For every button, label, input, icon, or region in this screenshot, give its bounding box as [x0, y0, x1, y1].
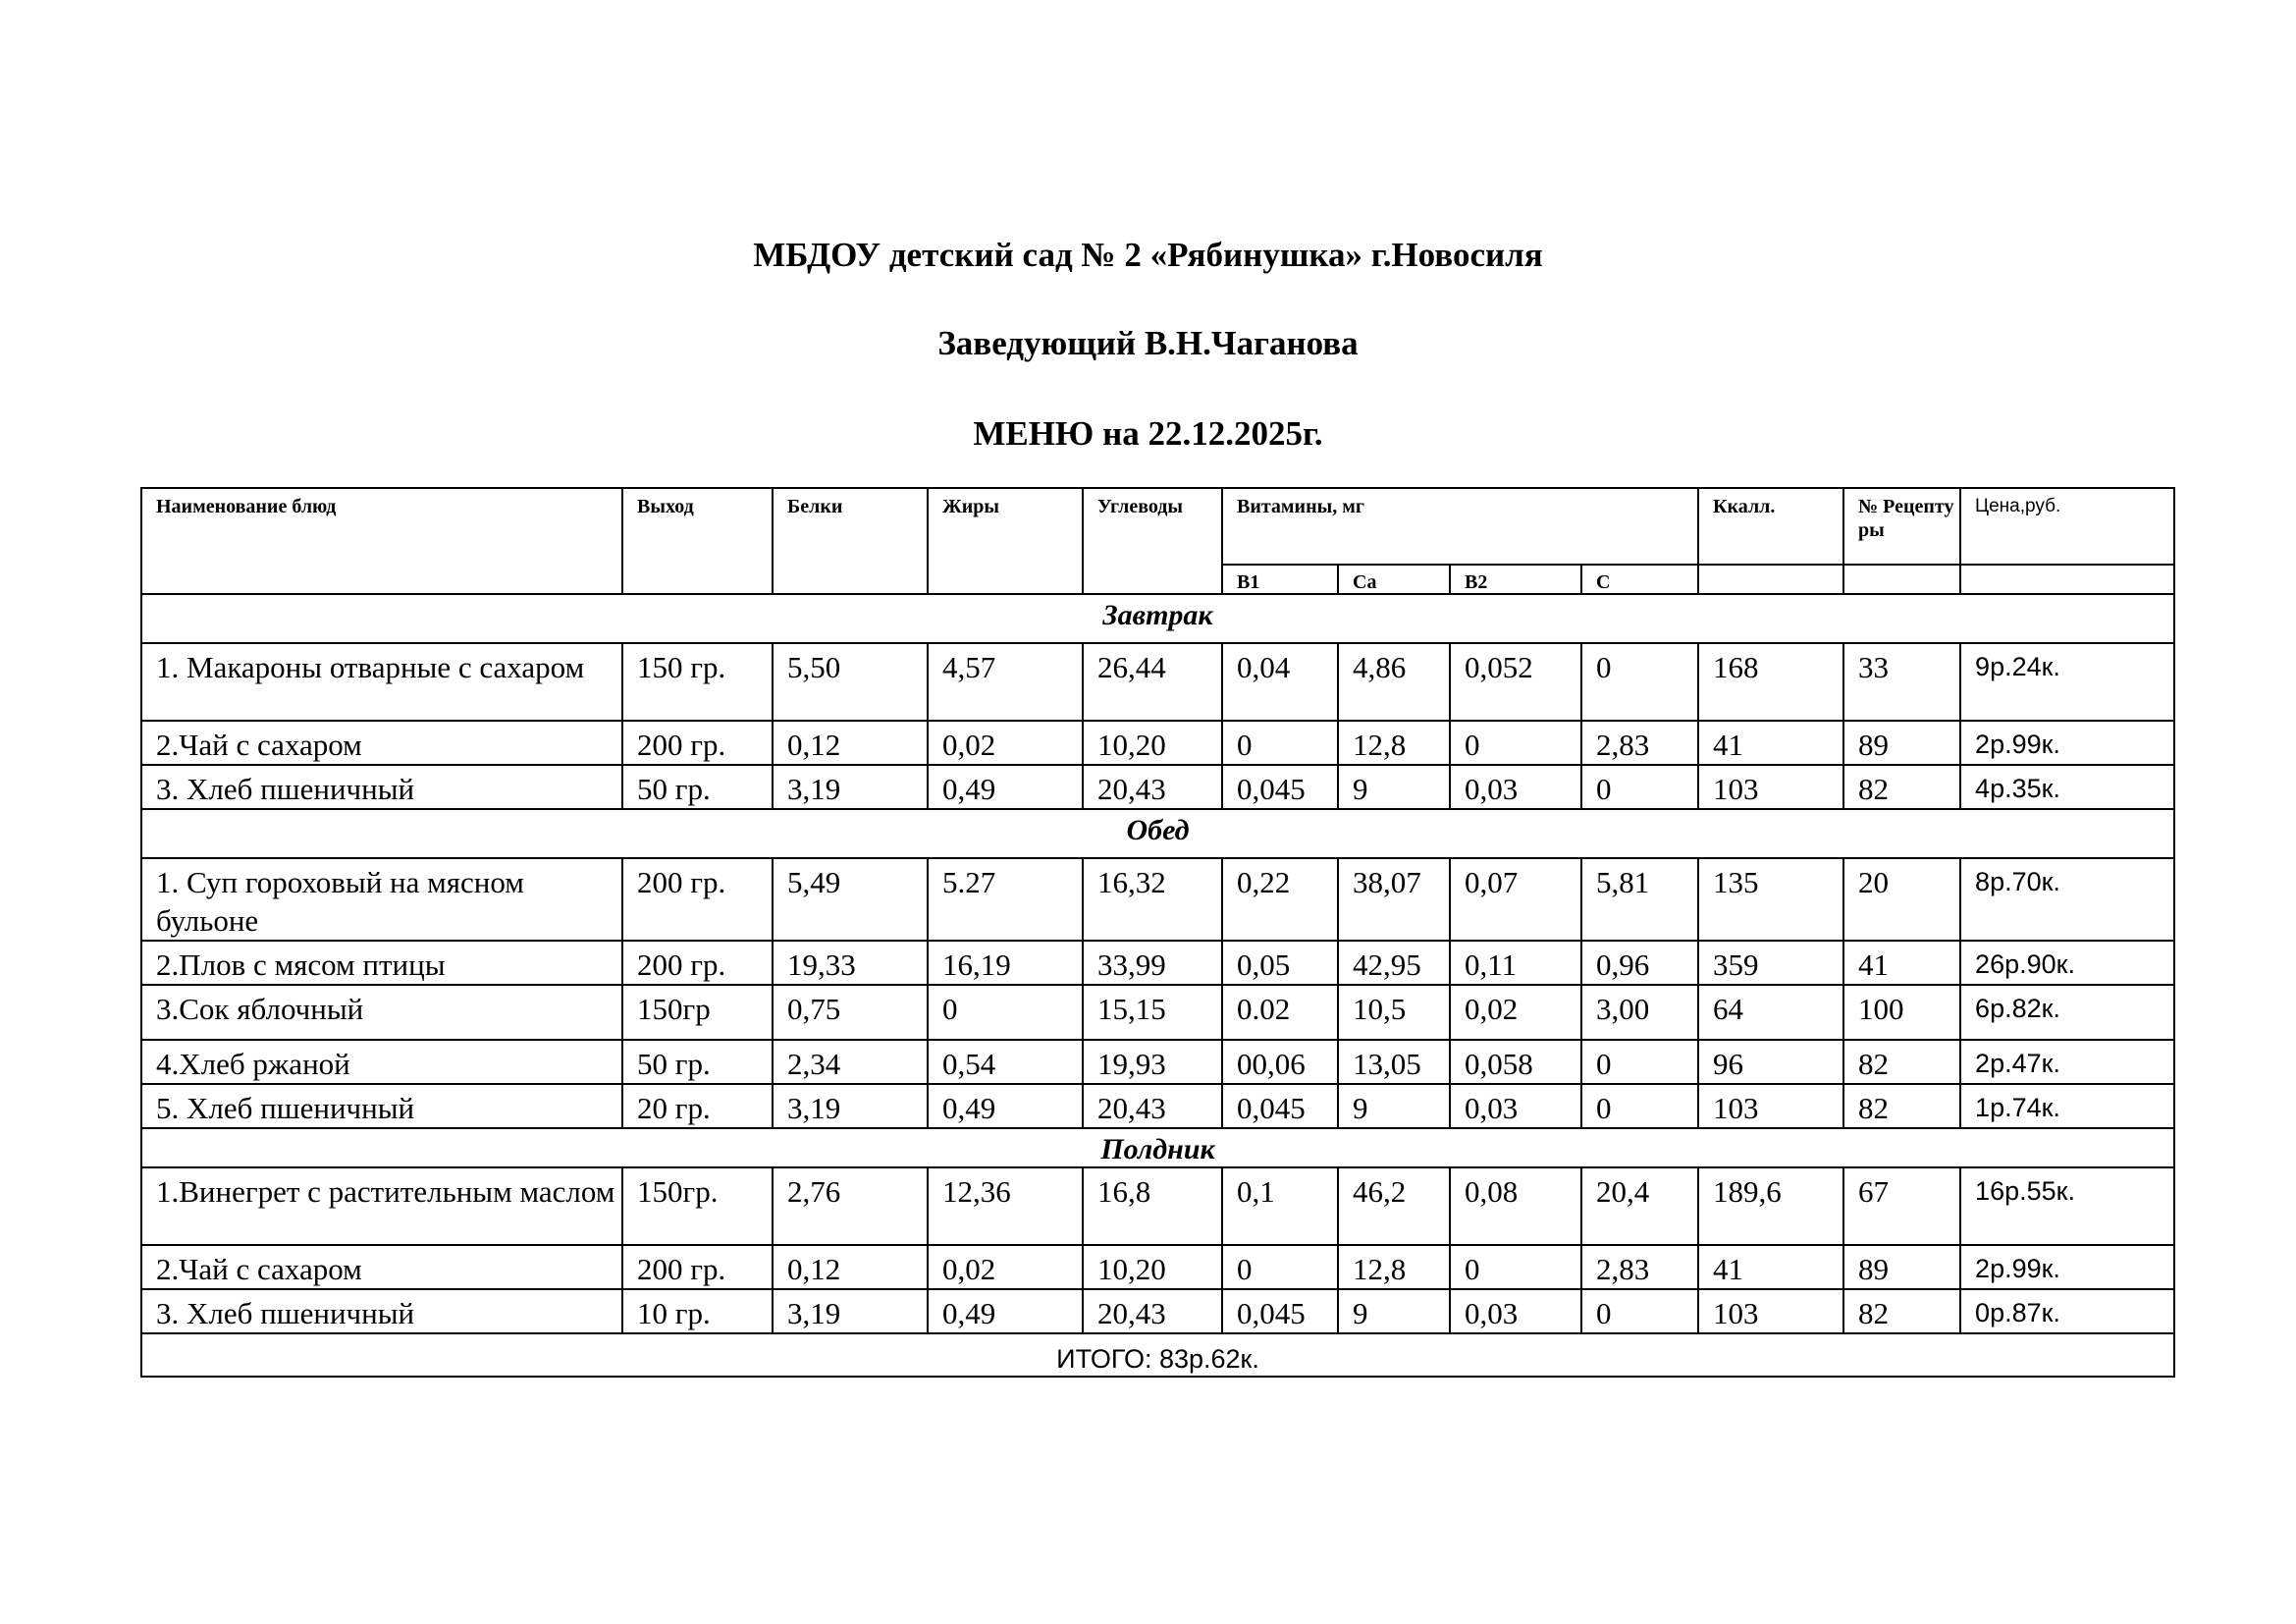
table-cell: 96: [1698, 1040, 1843, 1084]
table-row: [141, 721, 2174, 765]
table-cell: 0: [1222, 721, 1338, 765]
table-cell: 12,8: [1338, 721, 1450, 765]
table-cell: 2,76: [773, 1167, 928, 1245]
table-cell: 33,99: [1083, 941, 1222, 985]
table-cell: 0,07: [1450, 858, 1581, 941]
table-cell: 0,12: [773, 1245, 928, 1289]
table-cell: 2р.47к.: [1960, 1040, 2174, 1084]
table-cell: 1. Макароны отварные с сахаром: [141, 643, 622, 721]
table-cell: 38,07: [1338, 858, 1450, 941]
table-cell: 3,00: [1581, 985, 1698, 1040]
table-cell: 50 гр.: [622, 765, 773, 809]
table-row: [141, 1167, 2174, 1245]
table-cell: 2,83: [1581, 1245, 1698, 1289]
table-cell: 0,052: [1450, 643, 1581, 721]
col-header-kcal: Ккалл.: [1698, 488, 1843, 565]
table-cell: 200 гр.: [622, 721, 773, 765]
table-cell: 5. Хлеб пшеничный: [141, 1084, 622, 1128]
table-cell: 0,03: [1450, 1084, 1581, 1128]
table-cell: 10 гр.: [622, 1289, 773, 1333]
director-line: Заведующий В.Н.Чаганова: [937, 324, 1359, 362]
table-cell: 20,43: [1083, 1084, 1222, 1128]
table-cell: 33: [1843, 643, 1960, 721]
table-cell: 189,6: [1698, 1167, 1843, 1245]
table-cell: 0: [1222, 1245, 1338, 1289]
table-cell: 200 гр.: [622, 941, 773, 985]
section-title: Полдник: [141, 1128, 2174, 1167]
table-cell: 0,02: [928, 1245, 1083, 1289]
table-cell: 50 гр.: [622, 1040, 773, 1084]
table-cell: 103: [1698, 1084, 1843, 1128]
table-cell: 3,19: [773, 1289, 928, 1333]
table-cell: 3,19: [773, 765, 928, 809]
table-cell: 12,36: [928, 1167, 1083, 1245]
empty-cell: [1843, 565, 1960, 594]
table-cell: 0,1: [1222, 1167, 1338, 1245]
table-cell: 41: [1698, 721, 1843, 765]
table-cell: 16,32: [1083, 858, 1222, 941]
table-cell: 0.02: [1222, 985, 1338, 1040]
table-cell: 0,058: [1450, 1040, 1581, 1084]
col-header-price: Цена,руб.: [1960, 488, 2174, 565]
table-cell: 2р.99к.: [1960, 721, 2174, 765]
table-cell: 64: [1698, 985, 1843, 1040]
table-cell: 0: [1581, 1084, 1698, 1128]
table-row: [141, 1289, 2174, 1333]
col-header-vitamins: Витамины, мг: [1222, 488, 1698, 565]
table-cell: 41: [1843, 941, 1960, 985]
table-cell: 0,22: [1222, 858, 1338, 941]
table-row: [141, 858, 2174, 941]
table-cell: 20: [1843, 858, 1960, 941]
table-row: [141, 985, 2174, 1040]
table-cell: 26,44: [1083, 643, 1222, 721]
table-cell: 0: [1581, 1040, 1698, 1084]
table-cell: 10,20: [1083, 1245, 1222, 1289]
table-cell: 9: [1338, 765, 1450, 809]
table-cell: 168: [1698, 643, 1843, 721]
table-cell: 0,02: [928, 721, 1083, 765]
col-header-ca: Са: [1338, 565, 1450, 594]
table-cell: 4.Хлеб ржаной: [141, 1040, 622, 1084]
table-cell: 2,34: [773, 1040, 928, 1084]
table-cell: 0р.87к.: [1960, 1289, 2174, 1333]
table-row: [141, 1040, 2174, 1084]
table-cell: 0,03: [1450, 765, 1581, 809]
table-cell: 2,83: [1581, 721, 1698, 765]
table-cell: 0,05: [1222, 941, 1338, 985]
table-cell: 1.Винегрет с растительным маслом: [141, 1167, 622, 1245]
table-cell: 0,75: [773, 985, 928, 1040]
table-cell: 0: [1581, 643, 1698, 721]
table-cell: 82: [1843, 1040, 1960, 1084]
table-cell: 4,86: [1338, 643, 1450, 721]
table-cell: 00,06: [1222, 1040, 1338, 1084]
institution-title: МБДОУ детский сад № 2 «Рябинушка» г.Новосиля: [753, 236, 1543, 274]
table-cell: 9р.24к.: [1960, 643, 2174, 721]
table-cell: 0: [1581, 1289, 1698, 1333]
table-cell: 20,4: [1581, 1167, 1698, 1245]
table-cell: 0,08: [1450, 1167, 1581, 1245]
table-cell: 42,95: [1338, 941, 1450, 985]
table-cell: 150 гр.: [622, 643, 773, 721]
table-cell: 82: [1843, 1084, 1960, 1128]
table-cell: 20 гр.: [622, 1084, 773, 1128]
section-title: Завтрак: [141, 594, 2174, 643]
table-cell: 2.Чай с сахаром: [141, 1245, 622, 1289]
section-title: Обед: [141, 809, 2174, 858]
table-cell: 16,8: [1083, 1167, 1222, 1245]
table-cell: 0: [1581, 765, 1698, 809]
table-cell: 10,20: [1083, 721, 1222, 765]
table-cell: 0,02: [1450, 985, 1581, 1040]
table-cell: 1. Суп гороховый на мясном бульоне: [141, 858, 622, 941]
table-cell: 2р.99к.: [1960, 1245, 2174, 1289]
table-cell: 5.27: [928, 858, 1083, 941]
table-row: [141, 765, 2174, 809]
table-cell: 359: [1698, 941, 1843, 985]
table-cell: 5,50: [773, 643, 928, 721]
table-cell: 41: [1698, 1245, 1843, 1289]
table-cell: 82: [1843, 1289, 1960, 1333]
table-cell: 16,19: [928, 941, 1083, 985]
col-header-fat: Жиры: [928, 488, 1083, 594]
col-header-b1: В1: [1222, 565, 1338, 594]
table-cell: 100: [1843, 985, 1960, 1040]
table-cell: 0,96: [1581, 941, 1698, 985]
table-cell: 0,12: [773, 721, 928, 765]
table-row: [141, 1084, 2174, 1128]
total-row: ИТОГО: 83р.62к.: [141, 1333, 2174, 1377]
table-cell: 12,8: [1338, 1245, 1450, 1289]
table-cell: 16р.55к.: [1960, 1167, 2174, 1245]
col-header-protein: Белки: [773, 488, 928, 594]
table-cell: 200 гр.: [622, 858, 773, 941]
table-cell: 4,57: [928, 643, 1083, 721]
table-cell: 2.Плов с мясом птицы: [141, 941, 622, 985]
col-header-carbs: Углеводы: [1083, 488, 1222, 594]
table-cell: 19,33: [773, 941, 928, 985]
table-cell: 5,81: [1581, 858, 1698, 941]
col-header-b2: В2: [1450, 565, 1581, 594]
table-cell: 135: [1698, 858, 1843, 941]
table-cell: 9: [1338, 1289, 1450, 1333]
table-cell: 0,045: [1222, 1289, 1338, 1333]
table-cell: 3. Хлеб пшеничный: [141, 1289, 622, 1333]
table-cell: 67: [1843, 1167, 1960, 1245]
table-cell: 2.Чай с сахаром: [141, 721, 622, 765]
table-cell: 13,05: [1338, 1040, 1450, 1084]
col-header-c: С: [1581, 565, 1698, 594]
table-cell: 6р.82к.: [1960, 985, 2174, 1040]
table-cell: 3,19: [773, 1084, 928, 1128]
table-cell: 9: [1338, 1084, 1450, 1128]
table-cell: 150гр.: [622, 1167, 773, 1245]
table-cell: 8р.70к.: [1960, 858, 2174, 941]
col-header-recipe: № Рецепту ры: [1843, 488, 1960, 565]
table-cell: 0,04: [1222, 643, 1338, 721]
table-cell: 20,43: [1083, 1289, 1222, 1333]
table-cell: 103: [1698, 1289, 1843, 1333]
table-cell: 89: [1843, 721, 1960, 765]
table-cell: 0,045: [1222, 765, 1338, 809]
table-cell: 26р.90к.: [1960, 941, 2174, 985]
table-cell: 150гр: [622, 985, 773, 1040]
table-cell: 0,045: [1222, 1084, 1338, 1128]
empty-cell: [1960, 565, 2174, 594]
col-header-name: Наименование блюд: [141, 488, 622, 594]
table-row: [141, 1245, 2174, 1289]
table-cell: 1р.74к.: [1960, 1084, 2174, 1128]
table-cell: 3.Сок яблочный: [141, 985, 622, 1040]
menu-title: МЕНЮ на 22.12.2025г.: [973, 414, 1323, 453]
table-cell: 46,2: [1338, 1167, 1450, 1245]
table-cell: 15,15: [1083, 985, 1222, 1040]
table-cell: 20,43: [1083, 765, 1222, 809]
menu-table: [140, 487, 2175, 1378]
table-cell: 19,93: [1083, 1040, 1222, 1084]
table-cell: 89: [1843, 1245, 1960, 1289]
table-cell: 3. Хлеб пшеничный: [141, 765, 622, 809]
table-cell: 82: [1843, 765, 1960, 809]
table-cell: 0,03: [1450, 1289, 1581, 1333]
table-cell: 103: [1698, 765, 1843, 809]
table-cell: 0: [928, 985, 1083, 1040]
table-row: [141, 941, 2174, 985]
table-cell: 0,49: [928, 765, 1083, 809]
table-cell: 0: [1450, 721, 1581, 765]
table-cell: 0,49: [928, 1289, 1083, 1333]
table-cell: 4р.35к.: [1960, 765, 2174, 809]
table-cell: 5,49: [773, 858, 928, 941]
table-row: [141, 643, 2174, 721]
col-header-yield: Выход: [622, 488, 773, 594]
table-cell: 0,49: [928, 1084, 1083, 1128]
table-cell: 0,11: [1450, 941, 1581, 985]
empty-cell: [1698, 565, 1843, 594]
table-cell: 0: [1450, 1245, 1581, 1289]
table-cell: 0,54: [928, 1040, 1083, 1084]
table-cell: 200 гр.: [622, 1245, 773, 1289]
table-cell: 10,5: [1338, 985, 1450, 1040]
